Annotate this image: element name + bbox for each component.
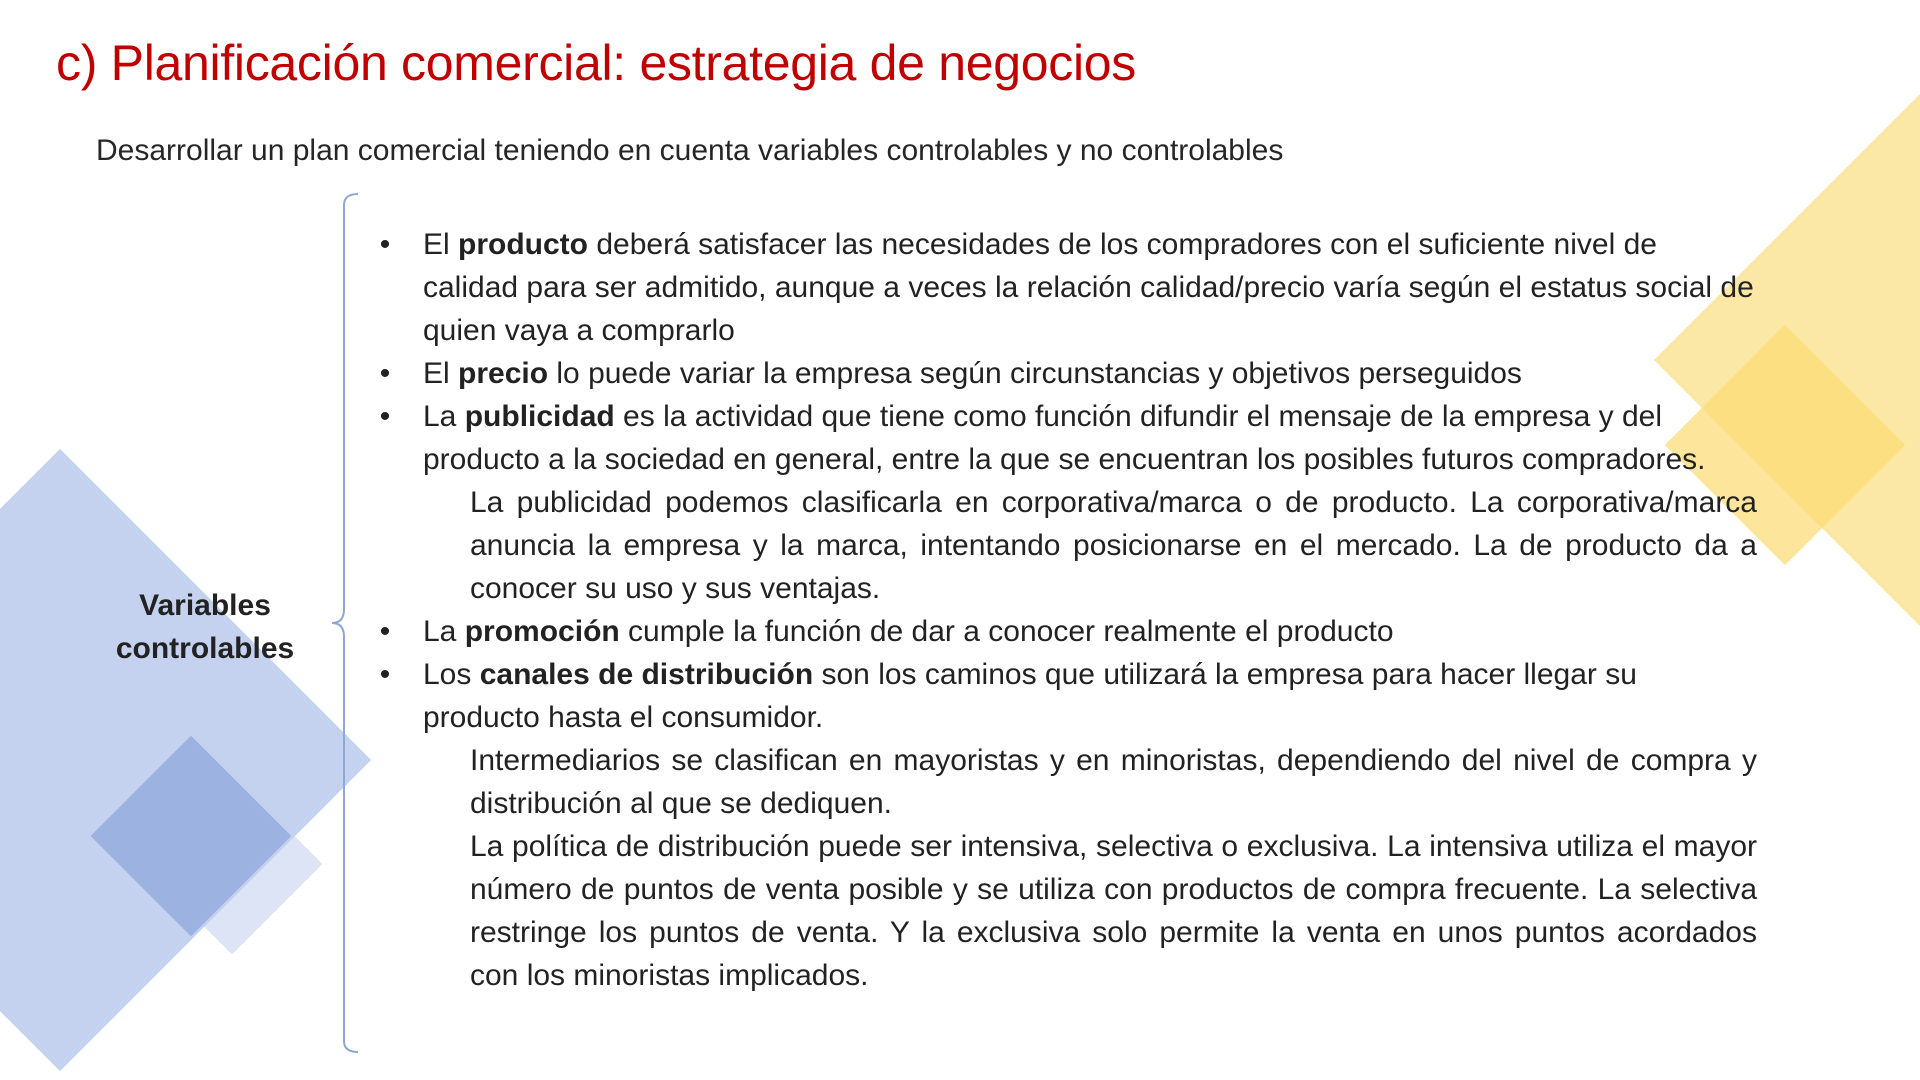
bullet-text: cumple la función de dar a conocer realmente el producto [619,615,1394,648]
bullet-keyword: canales de distribución [479,658,814,691]
bullet-marker: • [379,400,391,433]
bullet-producto [375,223,1757,352]
bullet-keyword: promoción [464,615,620,648]
bullet-keyword: producto [458,228,588,261]
bullet-marker: • [379,658,391,691]
bullet-prefix: El [423,228,459,261]
bullet-marker: • [379,615,391,648]
bullet-promocion [375,610,1757,653]
bullet-prefix: La [423,400,465,433]
bullet-prefix: La [423,615,465,648]
bullet-keyword: publicidad [464,400,615,433]
bullet-precio [375,352,1757,395]
publicidad-detail-paragraph: La publicidad podemos clasificarla en corporativa/marca o de producto. La corporativa/marca anuncia la empresa y la marca, intentando posicionarse en el mercado. La de producto da a conocer su uso y sus ventajas. [470,486,1757,605]
intermediarios-paragraph: Intermediarios se clasifican en mayoristas y en minoristas, dependiendo del nivel de compra y distribución al que se dediquen. [470,744,1757,820]
side-label-line2: controlables [115,631,295,665]
side-label-line1: Variables [139,589,271,622]
bullet-prefix: El [423,357,459,390]
bullet-list [375,223,1757,997]
side-label [90,585,320,670]
left-brace-icon [328,193,360,1055]
bullet-marker: • [379,228,391,261]
slide-subtitle: Desarrollar un plan comercial teniendo en cuenta variables controlables y no controlables [96,134,1284,167]
bullet-publicidad [375,395,1757,481]
bullet-canales-distribucion [375,653,1757,739]
bullet-prefix: Los [423,658,480,691]
slide-title: c) Planificación comercial: estrategia de negocios [56,35,1136,91]
bullet-keyword: precio [458,357,549,390]
bullet-marker: • [379,357,391,390]
politica-distribucion-paragraph: La política de distribución puede ser intensiva, selectiva o exclusiva. La intensiva utiliza el mayor número de puntos de venta posible y se utiliza con productos de compra frecuente. La selectiva restringe los puntos de venta. Y la exclusiva solo permite la venta en unos puntos acordados con los minoristas implicados. [470,830,1757,992]
bullet-text: lo puede variar la empresa según circunstancias y objetivos perseguidos [548,357,1522,390]
bullet-text: son los caminos que utilizará la empresa para hacer llegar su producto hasta el consumidor. [423,658,1637,734]
bullet-text: deberá satisfacer las necesidades de los compradores con el suficiente nivel de calidad para ser admitido, aunque a veces la relación calidad/precio varía según el estatus social de quien vaya a comprarlo [423,228,1754,347]
bullet-text: es la actividad que tiene como función difundir el mensaje de la empresa y del producto a la sociedad en general, entre la que se encuentran los posibles futuros compradores. [423,400,1706,476]
